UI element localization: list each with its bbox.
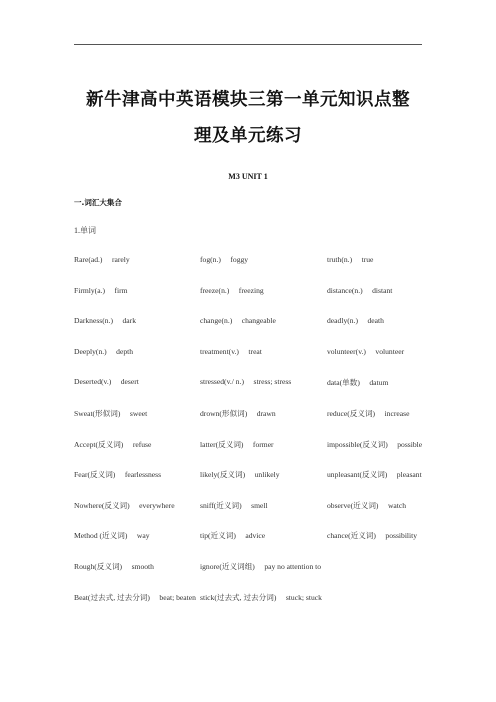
vocab-entry: distance(n.) distant [327,285,393,295]
vocab-entry: reduce(反义词) increase [327,409,410,418]
vocab-row [74,286,422,298]
header-rule [74,44,422,45]
document-title-line-2: 理及单元练习 [194,126,302,146]
vocab-entry: Beat(过去式, 过去分词) beat; beaten [74,592,196,602]
vocab-row [74,561,422,573]
vocab-entry: Rare(ad.) rarely [74,255,130,264]
vocab-entry: drown(形似词) drawn [200,409,276,418]
vocab-entry: impossible(反义词) possible [327,439,423,449]
unit-heading: M3 UNIT 1 [228,172,268,181]
vocab-entry: latter(反义词) former [200,439,274,449]
vocab-entry: ignore(近义词组) pay no attention to [200,562,322,571]
vocab-row [74,592,422,604]
vocab-entry: stick(过去式, 过去分词) stuck; stuck [200,592,322,602]
vocab-entry: Deeply(n.) depth [74,346,134,356]
vocab-entry: Fear(反义词) fearlessness [74,470,162,480]
vocab-row [74,316,422,328]
vocab-row [74,255,422,267]
vocab-row [74,408,422,420]
vocab-entry: Nowhere(反义词) everywhere [74,500,175,510]
vocab-row [74,530,422,542]
vocab-entry: data(单数) datum [327,378,389,388]
vocab-entry: Accept(反义词) refuse [74,439,152,449]
vocab-entry: unpleasant(反义词) pleasant [327,470,422,480]
vocab-entry: fog(n.) foggy [200,255,249,264]
vocab-entry: stressed(v./ n.) stress; stress [200,377,292,387]
vocab-entry: Rough(反义词) smooth [74,562,154,571]
vocab-row [74,439,422,451]
vocab-entry: Sweat(形似词) sweet [74,409,148,418]
vocab-entry: treatment(v.) treat [200,346,262,356]
vocab-entry: volunteer(v.) volunteer [327,346,405,356]
section-heading: 一.词汇大集合 [74,198,122,207]
vocab-row [74,469,422,481]
vocab-entry: chance(近义词) possibility [327,531,418,541]
vocab-row [74,347,422,359]
vocab-row [74,500,422,512]
vocab-entry: Deserted(v.) desert [74,377,139,387]
vocab-entry: Method (近义词) way [74,531,150,541]
vocab-entry: deadly(n.) death [327,316,384,326]
vocab-entry: tip(近义词) advice [200,531,266,541]
vocab-row [74,377,422,389]
subsection-heading: 1.单词 [74,226,96,235]
vocab-entry: change(n.) changeable [200,316,276,326]
vocab-entry: freeze(n.) freezing [200,285,264,295]
vocab-entry: Firmly(a.) firm [74,285,128,295]
document-title-line-1: 新牛津高中英语模块三第一单元知识点整 [86,90,410,110]
vocab-entry: sniff(近义词) smell [200,500,268,510]
vocab-entry: truth(n.) true [327,255,374,264]
vocab-entry: observe(近义词) watch [327,500,407,510]
vocab-entry: Darkness(n.) dark [74,316,136,326]
vocab-entry: likely(反义词) unlikely [200,470,280,480]
